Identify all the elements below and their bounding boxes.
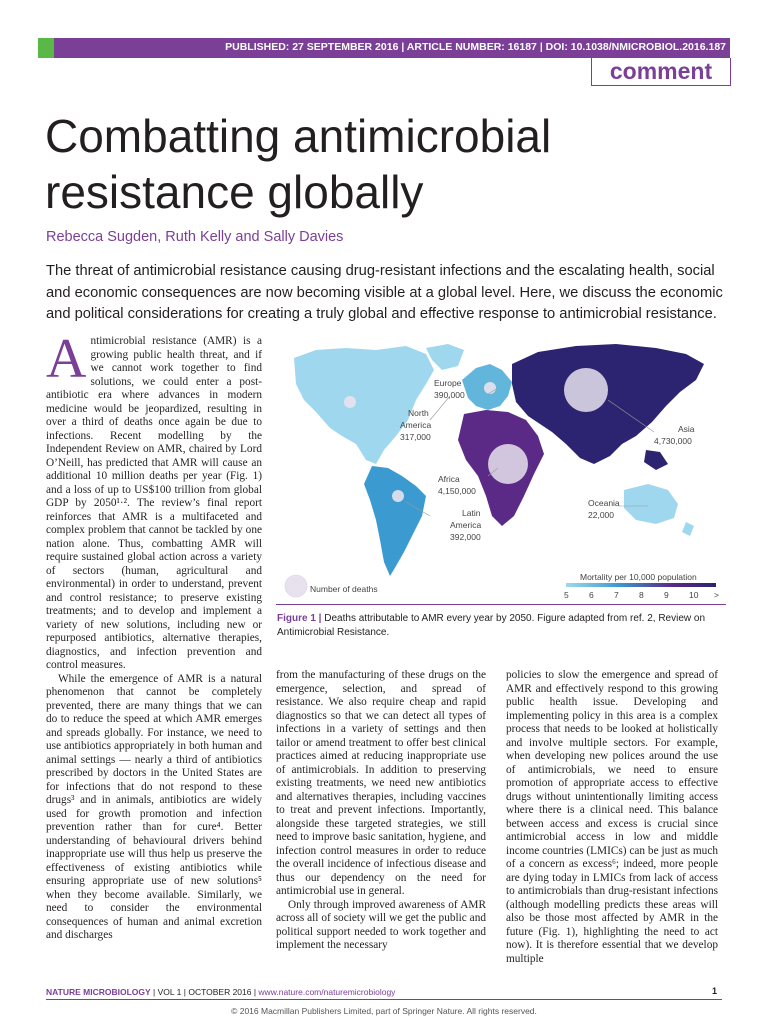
legend-scale-bar <box>566 583 716 587</box>
footer-url[interactable]: www.nature.com/naturemicrobiology <box>258 987 396 997</box>
paragraph: from the manufacturing of these drugs on the emergence, selection, and spread of resistance. We also require cheap and rapid diagnostics so that we can detect all types of infections in a variety of settings and then tailor or amend treatment to offer best clinical practices aimed at reducing inappropriate use of antimicrobials. In addition to preserving existing treatments, we need new antibiotics and alternatives therapies, including vaccines to treat and prevent infections. Importantly, alongside these targeted strategies, we still need to improve basic sanitation, hygiene, and infection control measures in order to reduce the overall incidence of infectious disease and thus our dependency on the need for antimicrobial use in general. <box>276 669 486 897</box>
bubble-asia <box>564 368 608 412</box>
footer-journal: NATURE MICROBIOLOGY <box>46 987 151 997</box>
standfirst: The threat of antimicrobial resistance causing drug-resistant infections and the escalating health, social and economic consequences are now becoming visible at a global level. Here, we discuss the economic and political considerations for creating a truly global and effective response to antimicrobial resistance. <box>46 263 723 322</box>
value-north-america: 317,000 <box>400 432 431 442</box>
figure-rule <box>276 604 726 605</box>
paragraph: ntimicrobial resistance (AMR) is a growing public health threat, and if we cannot work together to find solutions, we could enter a post-antibiotic era where advances in modern medicine would be jeopardized, resulting in over a third of deaths once again be due to infections. Recent modelling by the Independent Review on AMR, chaired by Lord O’Neill, has predicted that AMR will cause an additional 10 million deaths per year (Fig. 1) and a loss of up to US$100 trillion from global GDP by 2050¹·². The review’s final report reinforces that AMR is a multifaceted and complex problem that cannot be tackled by one nation alone. Thus, combatting AMR will require sustained global action across a variety of sectors (human, agricultural and environmental) in order to understand, prevent and control resistance; to preserve existing treatments; and to develop and implement a variety of new solutions, including new or repurposed antibiotics, alternative therapies, diagnostics, and infection prevention and control measures. <box>46 335 262 671</box>
label-europe: Europe <box>434 378 462 388</box>
header-accent <box>38 38 54 58</box>
body-column-1 <box>46 328 262 943</box>
value-asia: 4,730,000 <box>654 436 692 446</box>
paragraph: policies to slow the emergence and spread of AMR and effectively respond to this growing public health issue. Developing and implementing policy in this area is a complex process that needs to be looked at holistically and involve multiple sectors. For example, when developing new polices around the use of antimicrobials, we need to ensure promotion of appropriate access to effective drugs without unintentionally limiting access where there is a clinical need. This balance between access and excess is crucial since antimicrobial access in low and middle income countries (LMICs) can be just as much of a concern as excess⁶; indeed, more people are dying today in LMICs from lack of access to antimicrobials than drug-resistant infections (although modelling predicts these areas will also be those most affected by AMR in the future (Fig. 1), highlighting the need to act now). It is therefore essential that we develop multiple <box>506 669 718 965</box>
article-title: Combatting antimicrobial resistance globally <box>45 110 552 218</box>
region-oceania <box>624 484 678 524</box>
footer-rule <box>46 999 722 1000</box>
value-latin-america: 392,000 <box>450 532 481 542</box>
figure-map <box>276 340 726 600</box>
bubble-north-america <box>344 396 356 408</box>
bubble-africa <box>488 444 528 484</box>
body-column-2 <box>276 669 486 953</box>
label-asia: Asia <box>678 424 695 434</box>
legend-scale-tick: 10 <box>689 590 699 600</box>
article-authors: Rebecca Sugden, Ruth Kelly and Sally Davies <box>46 229 344 245</box>
label-latin-america-1: Latin <box>462 508 481 518</box>
copyright: © 2016 Macmillan Publishers Limited, part of Springer Nature. All rights reserved. <box>231 1006 537 1016</box>
publication-line: PUBLISHED: 27 SEPTEMBER 2016 | ARTICLE NUMBER: 16187 | DOI: 10.1038/NMICROBIOL.2016.187 <box>225 41 726 53</box>
bubble-latin-america <box>392 490 404 502</box>
drop-cap: A <box>46 328 87 390</box>
caption-label: Figure 1 | <box>277 613 322 624</box>
region-latin-america <box>364 466 426 576</box>
region-north-america <box>294 346 434 464</box>
body-column-3 <box>506 669 718 966</box>
legend-bubble-label: Number of deaths <box>310 584 378 594</box>
section-label: comment <box>591 58 731 86</box>
label-oceania: Oceania <box>588 498 620 508</box>
legend-scale-tick: 9 <box>664 590 669 600</box>
page-number: 1 <box>712 986 718 996</box>
legend-scale-tick: 6 <box>589 590 594 600</box>
figure-caption <box>277 612 727 640</box>
legend-scale-tick: 7 <box>614 590 619 600</box>
label-north-america-1: North <box>408 408 429 418</box>
bubble-europe <box>484 382 496 394</box>
label-north-america-2: America <box>400 420 432 430</box>
legend-bubble <box>285 575 307 597</box>
caption-text: Deaths attributable to AMR every year by 2050. Figure adapted from ref. 2, Review on Antimicrobial Resistance. <box>277 613 706 638</box>
legend-scale-tick: 5 <box>564 590 569 600</box>
value-africa: 4,150,000 <box>438 486 476 496</box>
legend-scale-tick: > <box>714 590 719 600</box>
label-latin-america-2: America <box>450 520 482 530</box>
paragraph: Only through improved awareness of AMR across all of society will we get the public and political support needed to work together and implement the necessary <box>276 898 486 951</box>
footer-journal-line <box>46 987 395 997</box>
value-oceania: 22,000 <box>588 510 614 520</box>
value-europe: 390,000 <box>434 390 465 400</box>
paragraph: While the emergence of AMR is a natural phenomenon that cannot be completely prevented, there are many things that we can do to reduce the speed at which AMR emerges and spreads globally. For instance, we need to use antibiotics appropriately in both human and animal settings — nearly a third of antibiotics prescribed by doctors in the United States are for infections that do not respond to these drugs³ and in animals, antibiotics are widely used for growth promotion and infection prevention rather than for cure⁴. Better understanding of behavioural drivers behind inappropriate use will thus help us preserve the effectiveness of existing antibiotics while ensuring appropriate use of new solutions⁵ when they become available. Similarly, we need to consider the environmental consequences of human and animal excretion and discharges <box>46 672 262 941</box>
legend-scale-title: Mortality per 10,000 population <box>580 572 697 582</box>
legend-scale-tick: 8 <box>639 590 644 600</box>
label-africa: Africa <box>438 474 460 484</box>
footer-issue: | VOL 1 | OCTOBER 2016 | <box>150 987 259 997</box>
